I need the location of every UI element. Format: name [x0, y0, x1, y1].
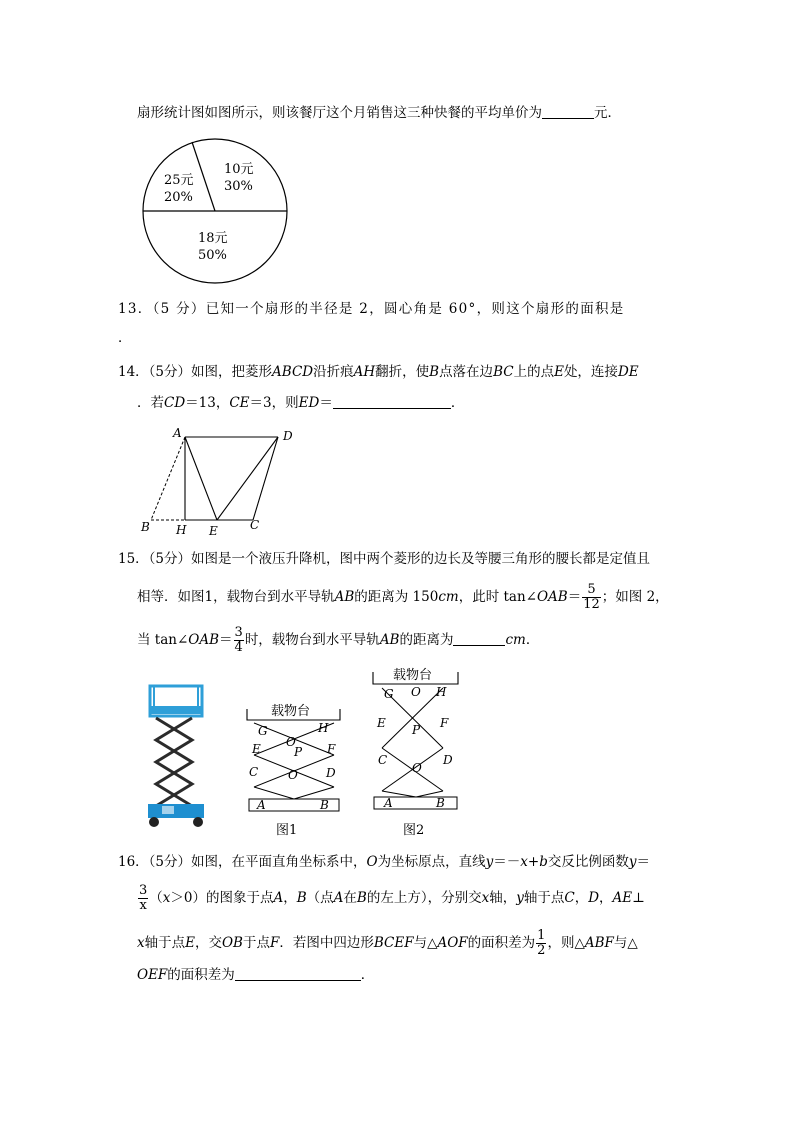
- q14-text: 14．（5分）如图，把菱形: [118, 364, 273, 380]
- fig2-F: F: [440, 716, 449, 730]
- q14-text: ＝13，: [185, 395, 230, 411]
- q16-var: C: [564, 890, 575, 906]
- q14-var: ED: [298, 395, 320, 411]
- q16-var: x: [137, 935, 145, 951]
- q16-text: 轴于点: [523, 890, 565, 906]
- label-B: B: [141, 520, 150, 534]
- fig2-D: D: [443, 753, 453, 767]
- q16-text: 在: [343, 890, 357, 906]
- q15-line1: 15．（5分）如图是一个液压升降机，图中两个菱形的边长及等腰三角形的腰长都是定值且: [118, 551, 651, 567]
- q14-line2: [137, 393, 464, 413]
- platform-label: 载物台: [271, 704, 311, 719]
- q16-text: 的面积差为: [167, 967, 235, 983]
- q16-text: 为坐标原点，直线: [377, 854, 486, 870]
- q14-var: CE: [229, 395, 250, 411]
- q16-text: 的左上方），分别交: [366, 890, 482, 906]
- q13-line: [118, 299, 625, 319]
- fig2-O-bottom: O: [412, 761, 422, 775]
- fig1-O-top: O: [286, 735, 296, 749]
- q15-text: ，此时 tan∠: [458, 589, 537, 605]
- answer-blank: [333, 394, 451, 409]
- pie-label-18-pct: 50%: [198, 248, 227, 263]
- q16-var: x: [162, 890, 171, 906]
- q15-text: ．: [525, 632, 540, 648]
- q16-line4: [137, 965, 374, 985]
- q16-var: b: [539, 854, 548, 870]
- q14-text: ＝: [319, 395, 333, 411]
- q15-text: 的距离为: [399, 632, 454, 648]
- q16-text: 的面积差为: [467, 935, 536, 951]
- q14-var: E: [554, 364, 564, 380]
- q14-text: ．若: [137, 395, 164, 411]
- scissor-lift-photo: [140, 680, 210, 830]
- fraction-5-12: $\frac{5}{12}$: [583, 582, 600, 612]
- q16-line1: [118, 852, 650, 872]
- q14-text: 处，连接: [563, 364, 618, 380]
- q14-text: 沿折痕: [313, 364, 354, 380]
- q16-text: ⊥: [632, 890, 645, 906]
- q16-text: （点: [306, 890, 334, 906]
- fig2-G: G: [384, 687, 394, 701]
- q16-var: D: [588, 890, 600, 906]
- pie-chart: [140, 138, 292, 285]
- pie-divider-radial: [192, 142, 215, 211]
- label-D: D: [283, 429, 293, 443]
- q15-text: ；如图 2，: [601, 589, 669, 605]
- fig1-C: C: [249, 765, 259, 779]
- q15-text: 的距离为 150: [354, 589, 439, 605]
- platform-label: 载物台: [393, 668, 433, 683]
- fig2-A: A: [384, 796, 393, 810]
- label-C: C: [250, 518, 260, 532]
- q14-var: BC: [493, 364, 514, 380]
- q15-var: OAB: [188, 632, 220, 648]
- q13-end: ．: [118, 330, 132, 346]
- q15-var: OAB: [536, 589, 568, 605]
- pie-label-10-pct: 30%: [224, 179, 253, 194]
- fig2-E: E: [377, 716, 386, 730]
- pie-label-25-price: 25元: [164, 173, 194, 188]
- answer-blank: [542, 104, 594, 119]
- q16-var: AOF: [437, 935, 468, 951]
- q16-text: 交反比例函数: [547, 854, 629, 870]
- q16-var: B: [296, 890, 307, 906]
- fig1-F: F: [327, 742, 336, 756]
- fig2-H: H: [436, 685, 447, 699]
- q16-text: 与△: [613, 935, 638, 951]
- q16-text: （: [149, 890, 163, 906]
- fig1-B: B: [320, 798, 329, 812]
- q16-text: ＞0）的图象于点: [170, 890, 274, 906]
- q15-line3: [137, 626, 539, 655]
- q16-var: B: [356, 890, 367, 906]
- q16-text: 轴，: [489, 890, 517, 906]
- q16-var: BCEF: [373, 935, 414, 951]
- fig2-O-top: O: [411, 685, 421, 699]
- q14-text: 点落在边: [439, 364, 494, 380]
- answer-blank: [235, 966, 361, 981]
- q15-text: 时，载物台到水平导轨: [244, 632, 380, 648]
- q16-var: E: [185, 935, 195, 951]
- fig1-A: A: [257, 798, 266, 812]
- fraction-3-x: $\frac{3}{x}$: [139, 883, 148, 913]
- q16-text: +: [527, 854, 540, 870]
- pie-label-18-price: 18元: [198, 231, 228, 246]
- q16-text: ．若图中四边形: [279, 935, 374, 951]
- fig2-P: P: [412, 723, 421, 737]
- figure-2: [365, 664, 465, 842]
- q15-text: ＝: [219, 632, 233, 648]
- q14-var: B: [429, 364, 440, 380]
- q16-var: O: [366, 854, 378, 870]
- q16-var: y: [628, 854, 637, 870]
- caption-fig2: 图2: [403, 823, 425, 838]
- q14-var: ABCD: [272, 364, 314, 380]
- fig2-C: C: [378, 753, 388, 767]
- label-E: E: [209, 524, 218, 538]
- fig2-B: B: [436, 796, 445, 810]
- q16-var: y: [485, 854, 494, 870]
- fraction-1-2: $\frac{1}{2}$: [537, 928, 546, 958]
- q13-text: 13．（5 分）已知一个扇形的半径是 2，圆心角是 60°，则这个扇形的面积是: [118, 301, 625, 317]
- fig1-H: H: [318, 721, 329, 735]
- q16-text: 轴于点: [144, 935, 186, 951]
- q16-line2: [137, 884, 645, 913]
- q14-text: ＝3，则: [249, 395, 299, 411]
- fig1-G: G: [258, 724, 268, 738]
- q16-text: ＝－: [493, 854, 521, 870]
- q16-var: OEF: [137, 967, 168, 983]
- q16-text: 与△: [413, 935, 438, 951]
- q15-text: ＝: [567, 589, 582, 605]
- fig1-E: E: [252, 742, 261, 756]
- q16-text: ．: [360, 967, 375, 983]
- pie-label-10-price: 10元: [224, 162, 254, 177]
- q16-var: y: [516, 890, 524, 906]
- q14-text: ．: [450, 395, 465, 411]
- q16-var: F: [269, 935, 280, 951]
- q16-var: x: [520, 854, 528, 870]
- q14-text: 上的点: [513, 364, 555, 380]
- q14-var: CD: [164, 395, 186, 411]
- q15-text: 相等．如图1，载物台到水平导轨: [137, 589, 335, 605]
- q14-text: 翻折，使: [375, 364, 430, 380]
- fig1-P: P: [294, 745, 303, 759]
- q15-line2: [137, 583, 669, 612]
- q15-var: cm: [438, 589, 459, 605]
- label-H: H: [176, 523, 187, 537]
- q15-var: AB: [334, 589, 355, 605]
- q16-text: ，: [599, 890, 613, 906]
- q16-text: ，交: [194, 935, 222, 951]
- q16-var: AE: [612, 890, 633, 906]
- q16-var: OB: [221, 935, 243, 951]
- q16-text: 16．（5分）如图，在平面直角坐标系中，: [118, 854, 367, 870]
- fig1-D: D: [326, 766, 336, 780]
- q16-var: x: [481, 890, 490, 906]
- q12-line: [137, 103, 621, 123]
- q16-line3: [137, 929, 638, 958]
- q16-text: ，: [283, 890, 297, 906]
- q15-var: cm: [505, 632, 526, 648]
- q16-var: ABF: [584, 935, 614, 951]
- q16-text: 于点: [242, 935, 270, 951]
- q15-text: 当 tan∠: [137, 632, 189, 648]
- q14-var: AH: [353, 364, 376, 380]
- fraction-3-4: $\frac{3}{4}$: [234, 625, 243, 655]
- answer-blank: [453, 631, 505, 646]
- fig1-O-bottom: O: [288, 768, 298, 782]
- q14-line1: [118, 362, 639, 382]
- q16-text: ，则△: [547, 935, 585, 951]
- figure-1: [240, 700, 352, 842]
- label-A: A: [173, 426, 182, 440]
- q14-var: DE: [617, 364, 639, 380]
- q12-end: 元．: [594, 105, 621, 121]
- caption-fig1: 图1: [276, 823, 298, 838]
- q16-text: ，: [574, 890, 589, 906]
- q16-text: ＝: [636, 854, 650, 870]
- pie-label-25-pct: 20%: [164, 190, 193, 205]
- q16-var: A: [273, 890, 284, 906]
- q15-var: AB: [379, 632, 400, 648]
- q14-figure: [136, 424, 306, 540]
- q16-var: A: [333, 890, 344, 906]
- q12-text: 扇形统计图如图所示，则该餐厅这个月销售这三种快餐的平均单价为: [137, 105, 542, 121]
